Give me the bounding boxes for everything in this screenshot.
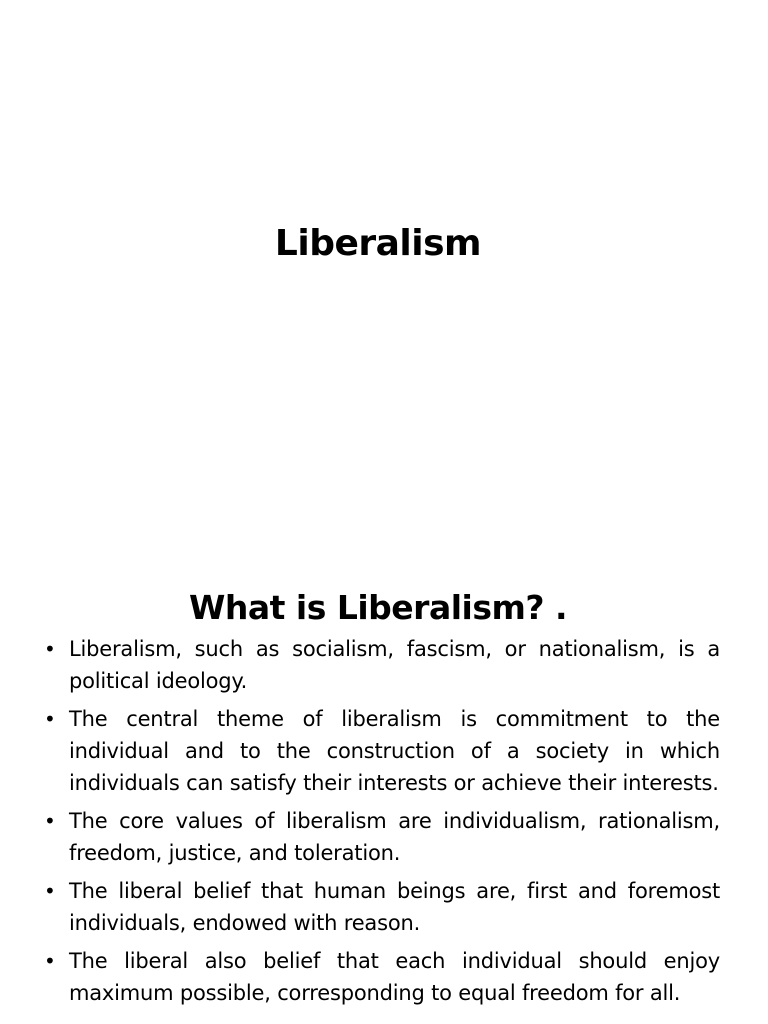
- bullet-icon: •: [44, 637, 56, 661]
- bullet-text: Liberalism, such as socialism, fascism, or nationalism, is a political ideology.: [69, 637, 720, 693]
- content-slide: [0, 560, 768, 1024]
- bullet-item: [44, 703, 720, 799]
- bullet-icon: •: [44, 879, 56, 903]
- bullet-text: The liberal belief that human beings are, first and foremost individuals, endowed with reason.: [69, 879, 720, 935]
- bullet-item: [44, 945, 720, 1009]
- slide-title: Liberalism: [274, 223, 482, 264]
- bullet-text: The liberal also belief that each individual should enjoy maximum possible, corresponding to equal freedom for all.: [69, 949, 720, 1005]
- bullet-text: The core values of liberalism are individualism, rationalism, freedom, justice, and toleration.: [69, 809, 720, 865]
- slide-heading: What is Liberalism? .: [188, 588, 568, 627]
- bullet-list: [44, 633, 720, 1015]
- bullet-item: [44, 633, 720, 697]
- bullet-item: [44, 805, 720, 869]
- bullet-item: [44, 875, 720, 939]
- bullet-icon: •: [44, 809, 56, 833]
- bullet-icon: •: [44, 949, 56, 973]
- bullet-text: The central theme of liberalism is commitment to the individual and to the construction of a society in which individuals can satisfy their interests or achieve their interests.: [69, 707, 720, 795]
- bullet-icon: •: [44, 707, 56, 731]
